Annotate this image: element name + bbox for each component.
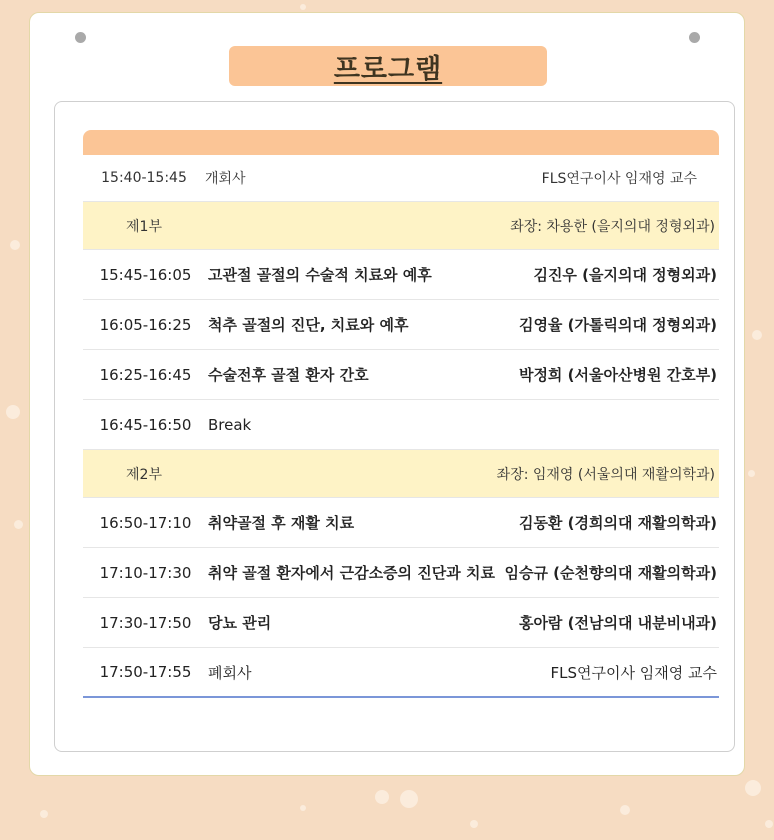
schedule-row <box>83 498 719 548</box>
session-time: 15:40-15:45 <box>101 170 187 186</box>
schedule-row <box>83 598 719 648</box>
program-card <box>29 12 745 776</box>
schedule-row <box>83 250 719 300</box>
session-speaker: 임승규 (순천향의대 재활의학과) <box>504 564 717 582</box>
session-speaker: 김영율 (가톨릭의대 정형외과) <box>518 316 717 334</box>
section-header-row <box>83 450 719 498</box>
session-speaker: 김동환 (경희의대 재활의학과) <box>518 514 717 532</box>
session-topic: 취약골절 후 재활 치료 <box>208 514 355 532</box>
session-time: 16:45-16:50 <box>99 415 192 434</box>
section-chair: 좌장: 임재영 (서울의대 재활의학과) <box>496 466 715 483</box>
session-time: 17:10-17:30 <box>99 563 192 582</box>
schedule-row <box>83 300 719 350</box>
session-topic: Break <box>208 415 252 434</box>
session-speaker: 김진우 (을지의대 정형외과) <box>533 266 717 284</box>
session-speaker: 박정희 (서울아산병원 간호부) <box>518 366 717 384</box>
section-label: 제1부 <box>126 218 162 235</box>
session-time: 15:45-16:05 <box>99 265 192 284</box>
pin-left-icon <box>75 32 86 43</box>
title-banner <box>229 46 547 86</box>
schedule-table <box>83 155 719 698</box>
section-chair: 좌장: 차용한 (을지의대 정형외과) <box>510 218 715 235</box>
section-header-row <box>83 202 719 250</box>
session-time: 16:25-16:45 <box>99 365 192 384</box>
section-label: 제2부 <box>126 466 162 483</box>
session-time: 17:30-17:50 <box>99 613 192 632</box>
pin-right-icon <box>689 32 700 43</box>
session-time: 16:05-16:25 <box>99 315 192 334</box>
schedule-panel <box>54 101 735 752</box>
schedule-row <box>83 155 719 202</box>
schedule-row <box>83 548 719 598</box>
table-header-bar <box>83 130 719 155</box>
session-topic: 당뇨 관리 <box>208 614 272 632</box>
session-topic: 취약 골절 환자에서 근감소증의 진단과 치료 <box>208 564 495 582</box>
session-speaker: 홍아람 (전남의대 내분비내과) <box>518 614 717 632</box>
schedule-row <box>83 400 719 450</box>
session-time: 16:50-17:10 <box>99 513 192 532</box>
session-topic: 고관절 골절의 수술적 치료와 예후 <box>208 266 432 284</box>
page-title: 프로그램 <box>333 53 443 85</box>
session-topic: 척추 골절의 진단, 치료와 예후 <box>208 316 409 334</box>
session-speaker: FLS연구이사 임재영 교수 <box>550 663 717 682</box>
session-topic: 개회사 <box>205 171 246 187</box>
schedule-row <box>83 648 719 698</box>
session-topic: 폐회사 <box>208 663 252 682</box>
session-speaker: FLS연구이사 임재영 교수 <box>541 171 697 187</box>
session-time: 17:50-17:55 <box>99 663 192 681</box>
session-topic: 수술전후 골절 환자 간호 <box>208 366 369 384</box>
schedule-row <box>83 350 719 400</box>
